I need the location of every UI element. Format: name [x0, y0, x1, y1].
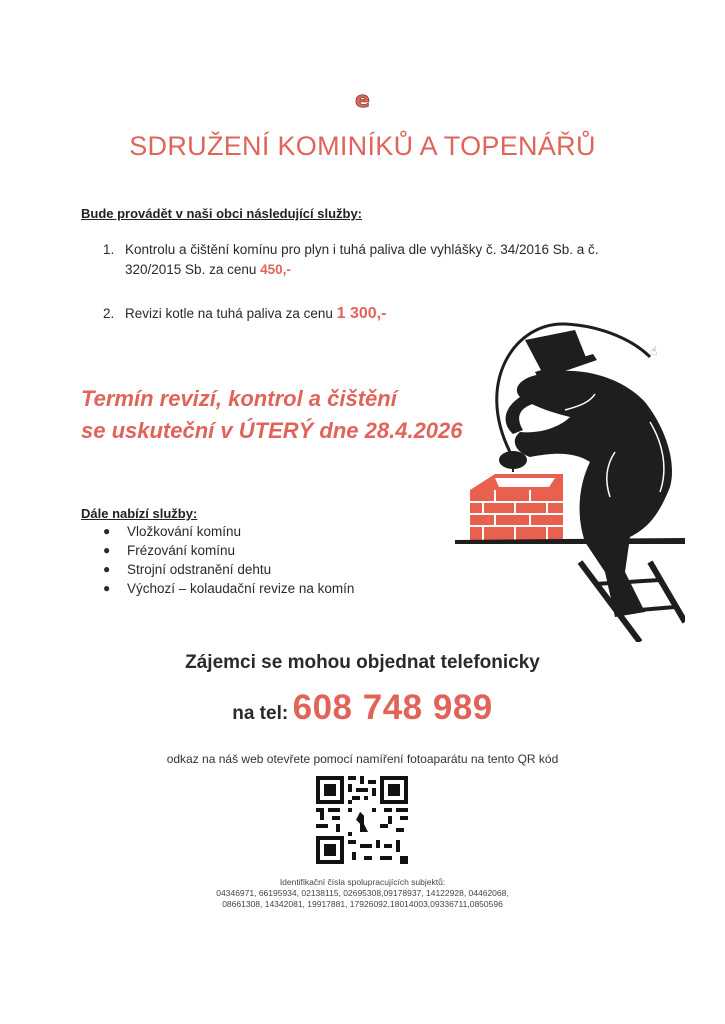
additional-services-list [103, 522, 354, 598]
page-title: SDRUŽENÍ KOMINÍKŮ A TOPENÁŘŮ [129, 131, 596, 161]
services-heading: Bude provádět v naši obci následující služby: [81, 206, 363, 221]
service-description: Kontrolu a čištění komínu pro plyn i tuhá paliva dle vyhlášky č. 34/2016 Sb. a č. 320/2015 Sb. za cenu [125, 242, 599, 277]
service-item-1 [103, 240, 623, 280]
service-text [125, 240, 623, 280]
order-by-phone-heading: Zájemci se mohou objednat telefonicky [185, 652, 540, 673]
list-number: 2. [103, 306, 115, 321]
list-item [103, 522, 354, 541]
appointment-line-1: Termín revizí, kontrol a čištění [81, 386, 397, 411]
appointment-line-2: se uskuteční v ÚTERÝ dne 28.4.2026 [81, 418, 463, 443]
list-item-text: Vložkování komínu [127, 524, 242, 539]
brick-chimney-icon [470, 474, 563, 540]
phone-line [0, 688, 725, 728]
additional-services-heading: Dále nabízí služby: [81, 506, 198, 521]
bullet-icon: ● [103, 581, 111, 595]
brush-icon [499, 451, 527, 472]
partner-ids-line-1: 04346971, 66195934, 02138115, 02695308,09178937, 14122928, 04462068, [216, 888, 509, 898]
phone-label: na tel: [232, 703, 289, 724]
service-price: 450,- [260, 262, 291, 277]
partner-ids [0, 877, 725, 910]
appointment-notice [81, 383, 463, 447]
list-number: 1. [103, 242, 115, 257]
service-price: 1 300,- [336, 305, 387, 322]
list-item [103, 541, 354, 560]
phone-number[interactable]: 608 748 989 [292, 688, 493, 727]
qr-caption: odkaz na náš web otevřete pomocí namíření fotoaparátu na tento QR kód [166, 752, 559, 766]
partner-ids-line-2: 08661308, 14342081, 19917881, 17926092,18014003,09336711,0850596 [222, 899, 503, 909]
list-item-text: Frézování komínu [127, 543, 236, 558]
list-item-text: Strojní odstranění dehtu [127, 562, 272, 577]
bullet-icon: ● [103, 543, 111, 557]
qr-code[interactable] [316, 776, 408, 864]
bullet-icon: ● [103, 524, 111, 538]
list-item [103, 560, 354, 579]
bullet-icon: ● [103, 562, 111, 576]
chimney-sweep-illustration [455, 312, 685, 642]
partner-ids-heading: Identifikační čísla spolupracujících subjektů: [279, 877, 446, 887]
list-item [103, 579, 354, 598]
hand-cursor-icon: ☝ [650, 344, 658, 358]
service-description: Revizi kotle na tuhá paliva za cenu [125, 306, 337, 321]
list-item-text: Výchozí – kolaudační revize na komín [127, 581, 355, 596]
logo-e-icon: e [355, 88, 370, 113]
